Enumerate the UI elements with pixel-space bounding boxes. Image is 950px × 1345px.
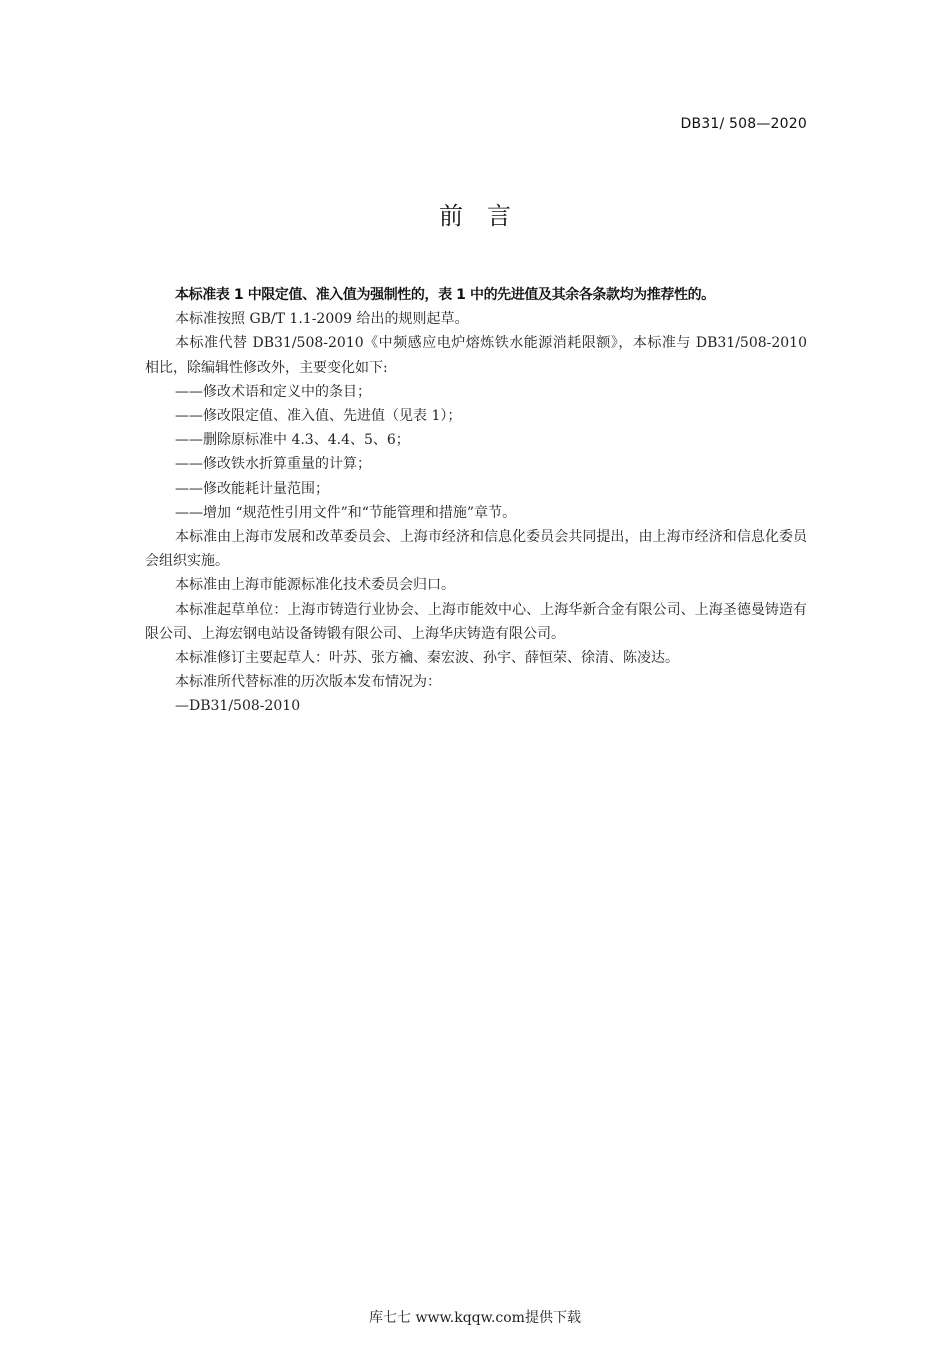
drafters-paragraph: 本标准修订主要起草人：叶苏、张方禴、秦宏波、孙宇、薛恒荣、徐清、陈凌达。 bbox=[175, 650, 679, 667]
drafting-rules-paragraph: 本标准按照 GB/T 1.1-2009 给出的规则起草。 bbox=[175, 311, 469, 328]
drafting-units-paragraph: 本标准起草单位：上海市铸造行业协会、上海市能效中心、上海华新合金有限公司、上海圣德曼铸造有限公司、上海宏钢电站设备铸锻有限公司、上海华庆铸造有限公司。 bbox=[145, 601, 807, 642]
page-title: 前 言 bbox=[439, 202, 511, 230]
mandatory-clause-paragraph: 本标准表 1 中限定值、准入值为强制性的，表 1 中的先进值及其余各条款均为推荐性的。 bbox=[175, 287, 715, 303]
change-item: ——删除原标准中 4.3、4.4、5、6； bbox=[175, 432, 410, 449]
foreword-body bbox=[145, 283, 807, 719]
change-item: ——修改铁水折算重量的计算； bbox=[175, 456, 371, 473]
history-paragraph: 本标准所代替标准的历次版本发布情况为： bbox=[175, 674, 441, 691]
proposer-paragraph: 本标准由上海市发展和改革委员会、上海市经济和信息化委员会共同提出，由上海市经济和信息化委员会组织实施。 bbox=[145, 529, 807, 570]
replacement-paragraph: 本标准代替 DB31/508-2010《中频感应电炉熔炼铁水能源消耗限额》，本标准与 DB31/508-2010 相比，除编辑性修改外，主要变化如下: bbox=[145, 335, 807, 376]
change-item: ——修改能耗计量范围； bbox=[175, 480, 329, 497]
change-item: ——修改限定值、准入值、先进值（见表 1）； bbox=[175, 408, 462, 425]
change-item: ——增加 “规范性引用文件”和“节能管理和措施”章节。 bbox=[175, 504, 517, 521]
change-item: ——修改术语和定义中的条目； bbox=[175, 383, 371, 400]
history-version-item: —DB31/508-2010 bbox=[175, 698, 301, 715]
committee-paragraph: 本标准由上海市能源标准化技术委员会归口。 bbox=[175, 577, 455, 594]
document-number: DB31/ 508—2020 bbox=[680, 116, 807, 132]
download-footer: 库七七 www.kqqw.com提供下载 bbox=[369, 1310, 581, 1326]
